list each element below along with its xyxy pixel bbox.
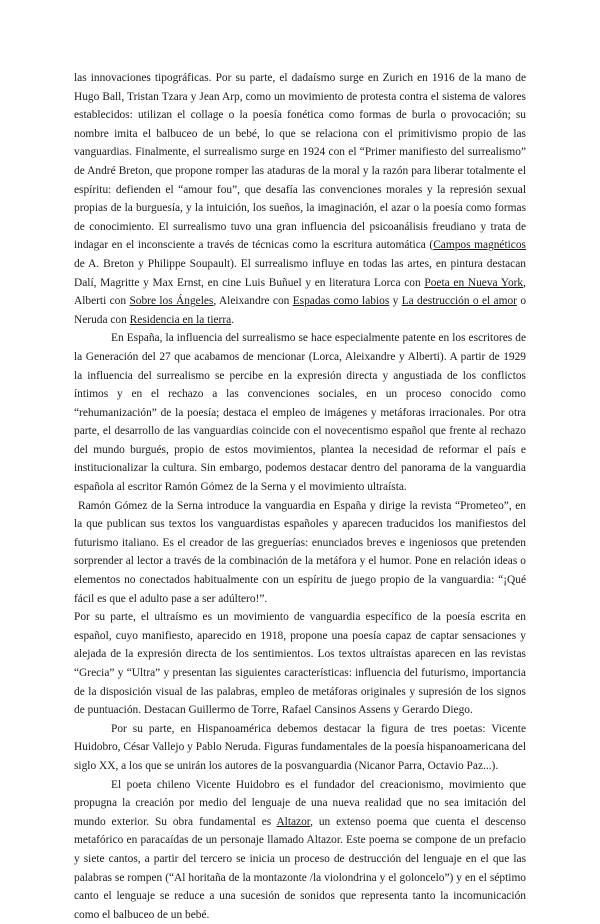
text-span: . [231,313,235,326]
paragraph-gomez-de-la-serna: Ramón Gómez de la Serna introduce la vanguardia en España y dirige la revista “Prometeo”, en la que publican sus textos los vanguardistas españoles y aparecen traducidos los manifiestos del futurismo italiano. Es el creador de las greguerías: enunciados breves e ingeniosos que pretenden sorprender al lector a través de la combinación de la metáfora y el humor. Pone en relación ideas o elementos no conectados habitualmente con un espíritu de juego propio de la vanguardia: “¡Qué fácil es que el adulto pase a ser adúltero!”. [74,499,526,605]
text-span: y [389,295,402,308]
text-span: o Neruda con [74,295,527,326]
paragraph-spain-surrealism: En España, la influencia del surrealismo se hace especialmente patente en los escritores de la Generación del 27 que acabamos de mencionar (Lorca, Aleixandre y Alberti). A partir de 1929 la influencia del surrealismo se percibe en la expresión directa y angustiada de los conflictos íntimos y en el rechazo a las convenciones sociales, en un proceso conocido como “rehumanización” de la poesía; destaca el empleo de imágenes y metáforas irracionales. Por otra parte, el desarrollo de las vanguardias coincide con el novecentismo español que frente al rechazo del mundo burgués, propio de estos movimientos, plantea la necesidad de reformar el país e institucionalizar la cultura. Sin embargo, podemos destacar dentro del panorama de la vanguardia española al escritor Ramón Gómez de la Serna y el movimiento ultraísta. [74,332,526,494]
link-la-destruccion-o-el-amor[interactable]: La destrucción o el amor [401,295,517,308]
paragraph-hispanoamerica: Por su parte, en Hispanoamérica debemos destacar la figura de tres poetas: Vicente Huidobro, César Vallejo y Pablo Neruda. Figuras fundamentales de la poesía hispanoamericana del siglo XX, a los que se unirán los autores de la posvanguardia (Nicanor Parra, Octavio Paz...). [74,722,526,772]
text-span: de A. Breton y Philippe Soupault). El surrealismo influye en todas las artes, en pintura destacan Dalí, Magritte y Max Ernst, en cine Luis Buñuel y en literatura Lorca con [74,257,526,289]
text-span: , Alberti con [74,276,526,308]
link-campos-magneticos[interactable]: Campos magnéticos [433,239,526,252]
link-altazor[interactable]: Altazor [276,815,311,828]
text-span: El poeta chileno Vicente Huidobro es el fundador del creacionismo, movimiento que propugna la creación por medio del lenguaje de una nueva realidad que no sea imitación del mundo exterior. Su obra fundamental es [74,778,526,828]
link-residencia-en-la-tierra[interactable]: Residencia en la tierra [129,313,232,326]
text-span: , un extenso poema que cuenta el descenso metafórico en paracaídas de un personaje llamado Altazor. Este poema se compone de un prefacio y siete cantos, a partir del tercero se inicia un proceso de destrucción del lenguaje en el que las palabras se rompen (“Al horitaña de la montazonte /la violondrina y el goloncelo”) y en el séptimo canto el lenguaje se reduce a una sucesión de sonidos que representa tanto la incomunicación como el balbuceo de un bebé. [74,815,526,921]
text-span: las innovaciones tipográficas. Por su parte, el dadaísmo surge en Zurich en 1916 de la mano de Hugo Ball, Tristan Tzara y Jean Arp, como un movimiento de protesta contra el sistema de valores establecidos: utilizan el collage o la poesía fonética como formas de burla o provocación; su nombre imita el balbuceo de un bebé, lo que se relaciona con el primitivismo propio de las vanguardias. Finalmente, el surrealismo surge en 1924 con el “Primer manifiesto del surrealismo” de André Breton, que propone romper las ataduras de la moral y la razón para liberar totalmente el espíritu: defienden el “amour fou”, que desafía las convenciones morales y la represión sexual propias de la burguesía, y la intuición, los sueños, la imaginación, el azar o la poesía como formas de conocimiento. El surrealismo tuvo una gran influencia del psicoanálisis freudiano y trata de indagar en el inconsciente a través de técnicas como la escritura automática ( [74,72,526,252]
link-espadas-como-labios[interactable]: Espadas como labios [292,295,390,308]
text-span: , Aleixandre con [213,295,293,308]
paragraph-ultraismo: Por su parte, el ultraísmo es un movimiento de vanguardia específico de la poesía escrita en español, cuyo manifiesto, aparecido en 1918, propone una poesía capaz de captar sensaciones y alejada de la expresión directa de los sentimientos. Los textos ultraístas aparecen en las revistas “Grecia” y “Ultra” y presentan las siguientes características: influencia del futurismo, importancia de la disposición visual de las palabras, empleo de metáforas originales y supresión de los signos de puntuación. Destacan Guillermo de Torre, Rafael Cansinos Assens y Gerardo Diego. [74,611,526,717]
link-poeta-en-nueva-york[interactable]: Poeta en Nueva York [424,276,524,289]
link-sobre-los-angeles[interactable]: Sobre los Ángeles [129,295,214,308]
paragraph-huidobro [74,776,526,924]
paragraph-surrealism [74,69,526,329]
